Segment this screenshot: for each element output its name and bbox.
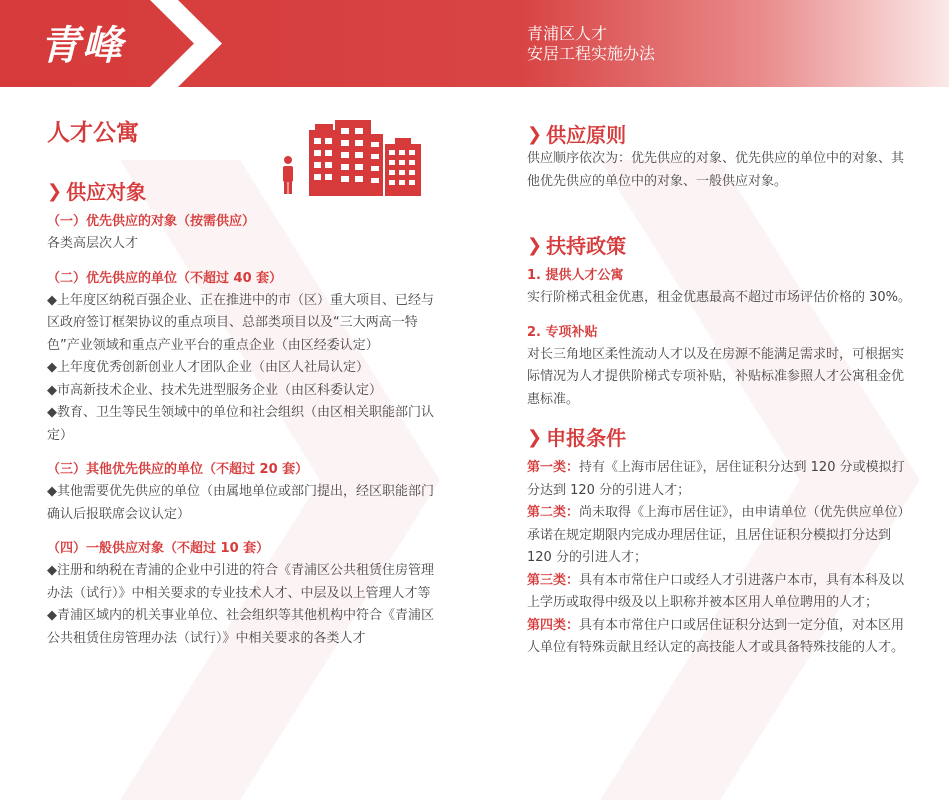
condition-label: 第四类： xyxy=(527,617,580,633)
banner-title xyxy=(527,24,655,64)
section-title-supply-targets xyxy=(47,179,437,205)
group-item: ◆青浦区域内的机关事业单位、社会组织等其他机构中符合《青浦区公共租赁住房管理办法（试行）》中相关要求的各类人才 xyxy=(47,608,434,646)
policy-item-title: 2. 专项补贴 xyxy=(527,324,598,340)
group-item: ◆其他需要优先供应的单位（由属地单位或部门提出，经区职能部门确认后报联席会议认定） xyxy=(47,484,434,522)
policy-item-text: 对长三角地区柔性流动人才以及在房源不能满足需求时，可根据实际情况为人才提供阶梯式专项补贴，补贴标准参照人才公寓租金优惠标准。 xyxy=(527,346,905,407)
condition-item xyxy=(527,615,912,660)
header-banner xyxy=(0,0,949,87)
chevron-right-icon: ❯ xyxy=(527,427,543,448)
section-title-text: 扶持政策 xyxy=(546,234,627,258)
group-item: ◆上年度区纳税百强企业、正在推进中的市（区）重大项目、已经与区政府签订框架协议的重点项目、总部类项目以及“三大两高一特色”产业领域和重点产业平台的重点企业（由区经委认定） xyxy=(47,292,434,353)
group-item: ◆上年度优秀创新创业人才团队企业（由区人社局认定） xyxy=(47,360,369,375)
chevron-right-icon: ❯ xyxy=(47,181,63,202)
condition-label: 第三类： xyxy=(527,572,580,588)
section-title-principle xyxy=(527,122,912,148)
page-title: 人才公寓 xyxy=(47,120,139,146)
condition-text: 持有《上海市居住证》，居住证积分达到 120 分或模拟打分达到 120 分的引进人才； xyxy=(527,460,905,498)
group-title: （四）一般供应对象（不超过 10 套） xyxy=(47,541,270,556)
right-column xyxy=(527,122,912,660)
group-item: ◆注册和纳税在青浦的企业中引进的符合《青浦区公共租赁住房管理办法（试行）》中相关要求的专业技术人才、中层及以上管理人才等 xyxy=(47,563,434,601)
group-title: （三）其他优先供应的单位（不超过 20 套） xyxy=(47,462,309,477)
section-title-text: 供应原则 xyxy=(546,123,627,147)
group-item: ◆市高新技术企业、技术先进型服务企业（由区科委认定） xyxy=(47,382,382,398)
condition-text: 具有本市常住户口或居住证积分达到一定分值，对本区用人单位有特殊贡献且经认定的高技能人才或具备特殊技能的人才。 xyxy=(527,617,905,655)
policy-item-title: 1. 提供人才公寓 xyxy=(527,268,624,283)
chevron-right-icon: ❯ xyxy=(527,235,543,256)
condition-item xyxy=(527,502,912,570)
condition-text: 具有本市常住户口或经人才引进落户本市，具有本科及以上学历或取得中级及以上职称并被本区用人单位聘用的人才； xyxy=(527,572,905,610)
logo: 青峰 xyxy=(40,22,124,69)
principle-text: 供应顺序依次为：优先供应的对象、优先供应的单位中的对象、其他优先供应的单位中的对象、一般供应对象。 xyxy=(527,151,905,189)
section-title-conditions xyxy=(527,425,912,451)
condition-label: 第二类： xyxy=(527,505,580,520)
condition-label: 第一类： xyxy=(527,460,580,475)
banner-title-line-1: 青浦区人才 xyxy=(527,24,608,43)
condition-item xyxy=(527,570,912,615)
left-column xyxy=(47,115,437,650)
group-item: 各类高层次人才 xyxy=(47,236,139,251)
group-title: （二）优先供应的单位（不超过 40 套） xyxy=(47,270,283,286)
section-title-text: 供应对象 xyxy=(66,180,147,204)
section-title-text: 申报条件 xyxy=(546,426,627,450)
group-title: （一）优先供应的对象（按需供应） xyxy=(47,214,256,229)
chevron-right-icon: ❯ xyxy=(527,124,543,145)
condition-text: 尚未取得《上海市居住证》，由申请单位（优先供应单位）承诺在规定期限内完成办理居住证，且居住证积分模拟打分达到 120 分的引进人才； xyxy=(527,505,911,565)
banner-title-line-2: 安居工程实施办法 xyxy=(527,44,656,63)
section-title-policy xyxy=(527,233,912,259)
policy-item-text: 实行阶梯式租金优惠，租金优惠最高不超过市场评估价格的 30%。 xyxy=(527,290,912,305)
group-item: ◆教育、卫生等民生领域中的单位和社会组织（由区相关职能部门认定） xyxy=(47,405,434,443)
condition-item xyxy=(527,457,912,502)
banner-chevron-icon xyxy=(150,0,230,87)
